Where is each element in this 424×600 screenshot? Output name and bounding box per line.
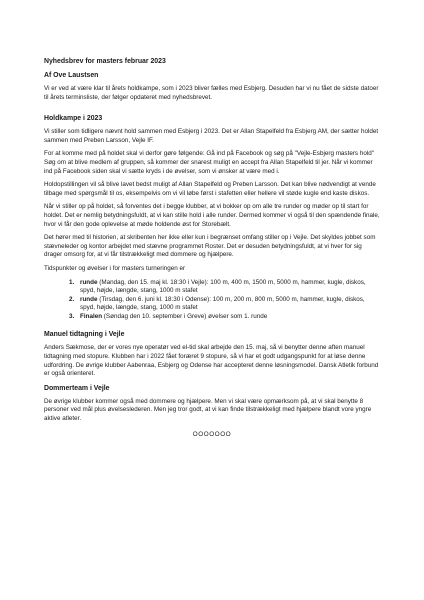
heading-holdkampe: Holdkampe i 2023 bbox=[44, 115, 103, 123]
round-name: runde bbox=[80, 278, 98, 286]
holdkampe-paragraph-6: Tidspunkter og øvelser i for masters turneringen er bbox=[44, 264, 186, 272]
round-details: (Søndag den 10. september i Greve) øvelser som 1. runde bbox=[103, 312, 268, 320]
holdkampe-paragraph-5: Det hører med til historien, at skribenten her ikke eller kun i begrænset omfang stiller op i Vejle. Det skyldes jobbet som stævneleder og kontor arbejdet med stævne programmet Roster. Det er desuden betydningsfuldt, at vi hver for sig drager omsorg for, at vi får tilstrækkeligt med dommere og hjælpere. bbox=[44, 234, 376, 259]
spacer bbox=[44, 107, 380, 114]
round-details: (Mandag, den 15. maj kl. 18:30 i Vejle): 100 m, 400 m, 1500 m, 5000 m, hammer, kugle, diskos, spyd, højde, længde, stang, 1000 m stafet bbox=[80, 278, 366, 295]
heading-dommerteam: Dommerteam i Vejle bbox=[44, 384, 110, 392]
round-name: Finalen bbox=[80, 312, 103, 320]
dommerteam-paragraph: De øvrige klubber kommer også med dommere og hjælpere. Men vi skal være opmærksom på, at vi skal benytte 8 personer ved mål plus øvelseslederen. Men jeg tror godt, at vi kan finde tilstrækkeligt med hjælpere blandt vore yngre aktive atleter. bbox=[44, 397, 372, 423]
heading-tidtagning: Manuel tidtagning i Vejle bbox=[44, 331, 125, 339]
author-byline: Af Ove Laustsen bbox=[44, 72, 99, 79]
round-item bbox=[76, 296, 380, 313]
intro-paragraph: Vi er ved at være klar til årets holdkampe, som i 2023 bliver fælles med Esbjerg. Desuden har vi nu fået de sidste datoer til årets terminsliste, der følger opdateret med nyhedsbrevet. bbox=[44, 85, 379, 101]
rounds-list bbox=[44, 279, 380, 322]
round-item bbox=[76, 279, 380, 296]
newsletter-title: Nyhedsbrev for masters februar 2023 bbox=[44, 58, 166, 65]
round-name: runde bbox=[80, 295, 98, 303]
holdkampe-paragraph-1: Vi stiller som tidligere nævnt hold sammen med Esbjerg i 2023. Det er Allan Stapelfeld fra Esbjerg AM, der sætter holdet sammen med Preben Larsson, Vejle IF. bbox=[44, 128, 379, 144]
holdkampe-paragraph-3: Holdopstillingen vil så blive lavet bedst muligt af Allan Stapelfeld og Preben Larsson. Det kan blive nødvendigt at vende tilbage med spørgsmål til os, eksempelvis om vi vil løbe først i stafetten eller hellere vil støde kugle end kaste diskos. bbox=[44, 181, 376, 197]
round-item bbox=[76, 313, 380, 322]
tidtagning-paragraph: Anders Sækmose, der er vores nye operatør ved el-tid skal arbejde den 15. maj, så vi benytter denne aften manuel tidtagning med stopure. Klubben har i 2022 fået foræret 9 stopure, så vi har et godt udgangspunkt for at løse denne udfordring. De øvrige klubber Aabenraa, Esbjerg og Odense har accepteret denne løsningsmodel. Dansk Atletik forbund er også orienteret. bbox=[44, 344, 379, 378]
holdkampe-paragraph-2: For at komme med på holdet skal vi derfor gøre følgende: Gå ind på Facebook og søg på "Vejle-Esbjerg masters hold" Søg om at blive medlem af gruppen, så kommer der snarest muligt en accept fra Allan Stapelfeld til jer. Når vi kommer ind på Facebook siden skal vi sætte kryds i de øvelser, som vi ønsker at være med i. bbox=[44, 150, 374, 175]
round-details: (Tirsdag, den 6. juni kl. 18:30 i Odense): 100 m, 200 m, 800 m, 5000 m, hammer, kugle, diskos, spyd, højde, længde, stang, 1000 m stafet bbox=[80, 295, 365, 312]
holdkampe-paragraph-4: Når vi stiller op på holdet, så forventes det i begge klubber, at vi bokker op om alle tre runder og møder op til start for holdet. Det er nemlig betydningsfuldt, at vi kan stille hold i alle runder. Dermed kommer vi også til den spændende finale, hvor vi får den gode oplevelse at møde holdende øst for Storebælt. bbox=[44, 203, 380, 228]
footer-mark: OOOOOOO bbox=[192, 430, 232, 438]
